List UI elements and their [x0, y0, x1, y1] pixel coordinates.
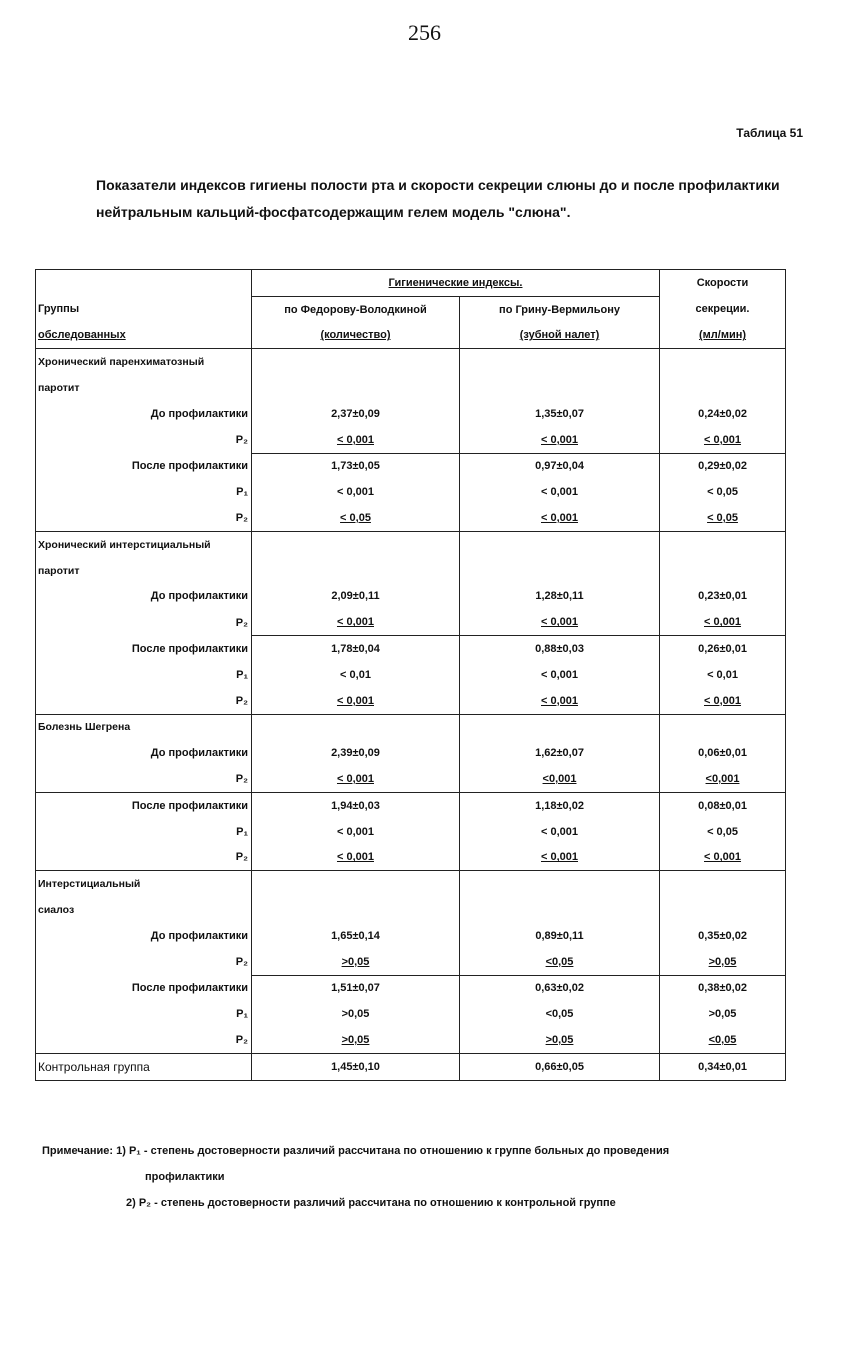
value-cell: < 0,05	[660, 819, 786, 845]
table-row	[36, 349, 786, 375]
group-label: Болезнь Шегрена	[36, 714, 252, 740]
value-cell: >0,05	[660, 1001, 786, 1027]
table-row	[36, 740, 786, 766]
row-label: P₂	[36, 766, 252, 792]
row-label: P₂	[36, 609, 252, 635]
value-cell: 1,18±0,02	[460, 792, 660, 818]
table-label: Таблица 51	[736, 126, 803, 140]
value-cell	[660, 609, 786, 635]
value-text: < 0,001	[704, 694, 742, 707]
value-cell: 0,35±0,02	[660, 923, 786, 949]
row-label: После профилактики	[36, 975, 252, 1001]
header-groups-1: Группы	[36, 296, 252, 322]
value-cell	[252, 766, 460, 792]
value-cell	[460, 766, 660, 792]
value-cell: 0,34±0,01	[660, 1053, 786, 1080]
value-text: < 0,001	[541, 433, 579, 446]
value-cell: 1,62±0,07	[460, 740, 660, 766]
value-cell: 1,45±0,10	[252, 1053, 460, 1080]
table-row	[36, 949, 786, 975]
table-row	[36, 897, 786, 923]
value-cell	[660, 349, 786, 375]
value-cell	[460, 1027, 660, 1053]
value-cell: < 0,001	[460, 479, 660, 505]
value-cell	[660, 897, 786, 923]
row-label: P₂	[36, 949, 252, 975]
value-text: < 0,001	[704, 616, 742, 629]
header-speed-2: секреции.	[660, 296, 786, 322]
footnote-line-1: Примечание: 1) P₁ - степень достоверности различий рассчитана по отношению к группе больных до проведения	[42, 1145, 670, 1157]
value-cell: 1,28±0,11	[460, 584, 660, 610]
group-label: Хронический интерстициальный	[36, 531, 252, 557]
table-body	[36, 349, 786, 1080]
value-text: < 0,001	[541, 512, 579, 525]
header-fed-2: (количество)	[252, 323, 460, 349]
value-cell	[252, 375, 460, 401]
value-cell	[660, 1027, 786, 1053]
value-cell: 2,37±0,09	[252, 401, 460, 427]
value-text: < 0,001	[336, 616, 374, 629]
table-row	[36, 1053, 786, 1080]
value-cell: 1,78±0,04	[252, 636, 460, 662]
header-cell	[36, 270, 252, 297]
value-text: < 0,001	[336, 694, 374, 707]
row-label: До профилактики	[36, 401, 252, 427]
page-number: 256	[408, 20, 441, 45]
value-cell	[252, 897, 460, 923]
table-row	[36, 427, 786, 453]
value-cell: 0,38±0,02	[660, 975, 786, 1001]
value-cell	[460, 558, 660, 584]
group-label: сиалоз	[36, 897, 252, 923]
footnote	[42, 1138, 822, 1216]
value-cell: 0,06±0,01	[660, 740, 786, 766]
value-cell: 0,26±0,01	[660, 636, 786, 662]
value-cell	[252, 845, 460, 871]
table-row	[36, 558, 786, 584]
table-row	[36, 662, 786, 688]
value-text: >0,05	[545, 1034, 574, 1046]
value-cell: 0,23±0,01	[660, 584, 786, 610]
group-label: паротит	[36, 375, 252, 401]
value-cell: < 0,01	[252, 662, 460, 688]
table-row	[36, 766, 786, 792]
value-cell: < 0,001	[460, 662, 660, 688]
row-label: После профилактики	[36, 453, 252, 479]
table-title: Показатели индексов гигиены полости рта и скорости секреции слюны до и после профилактики нейтральным кальций-фосфатсодержащим гелем модель "слюна".	[96, 177, 780, 220]
value-cell: 0,97±0,04	[460, 453, 660, 479]
table-row	[36, 505, 786, 531]
value-text: < 0,001	[336, 433, 374, 446]
value-cell	[660, 531, 786, 557]
value-cell	[660, 427, 786, 453]
value-cell: 0,66±0,05	[460, 1053, 660, 1080]
table-row	[36, 1001, 786, 1027]
value-cell	[660, 871, 786, 897]
value-cell: < 0,001	[460, 819, 660, 845]
value-cell: 1,65±0,14	[252, 923, 460, 949]
value-cell: >0,05	[252, 1001, 460, 1027]
value-text: < 0,001	[541, 616, 579, 629]
row-label: P₁	[36, 819, 252, 845]
value-cell	[252, 609, 460, 635]
row-label: P₂	[36, 845, 252, 871]
value-text: <0,001	[705, 773, 740, 786]
value-cell	[460, 427, 660, 453]
value-cell	[660, 714, 786, 740]
footnote-line-2: профилактики	[145, 1171, 225, 1183]
value-cell: 0,63±0,02	[460, 975, 660, 1001]
value-text: < 0,001	[336, 773, 374, 786]
header-hygiene: Гигиенические индексы.	[252, 270, 660, 297]
value-cell	[252, 949, 460, 975]
value-text: < 0,001	[336, 851, 374, 864]
value-cell	[460, 949, 660, 975]
value-cell: 0,89±0,11	[460, 923, 660, 949]
header-speed-3: (мл/мин)	[660, 323, 786, 349]
row-label: P₁	[36, 662, 252, 688]
table-row	[36, 688, 786, 714]
value-cell: 0,24±0,02	[660, 401, 786, 427]
group-label: Интерстициальный	[36, 871, 252, 897]
row-label: P₁	[36, 1001, 252, 1027]
value-cell	[252, 1027, 460, 1053]
value-cell: 0,08±0,01	[660, 792, 786, 818]
row-label: P₂	[36, 505, 252, 531]
row-label: P₂	[36, 427, 252, 453]
value-cell	[252, 688, 460, 714]
row-label: До профилактики	[36, 740, 252, 766]
value-cell	[252, 505, 460, 531]
table-row	[36, 714, 786, 740]
value-text: < 0,001	[704, 433, 742, 446]
value-cell	[252, 871, 460, 897]
value-cell: 2,39±0,09	[252, 740, 460, 766]
header-groups-2: обследованных	[36, 323, 252, 349]
value-cell: 1,35±0,07	[460, 401, 660, 427]
value-text: < 0,05	[707, 512, 738, 525]
control-label: Контрольная группа	[36, 1053, 252, 1080]
value-text: <0,05	[545, 955, 574, 968]
value-text: < 0,001	[541, 851, 579, 864]
value-cell: < 0,001	[252, 819, 460, 845]
value-cell: < 0,001	[252, 479, 460, 505]
value-cell: 0,88±0,03	[460, 636, 660, 662]
value-cell	[460, 845, 660, 871]
value-cell	[460, 688, 660, 714]
value-text: < 0,001	[541, 694, 579, 707]
value-cell: 1,94±0,03	[252, 792, 460, 818]
value-cell: < 0,01	[660, 662, 786, 688]
value-text: < 0,001	[704, 851, 742, 864]
table-row	[36, 636, 786, 662]
header-green-1: по Грину-Вермильону	[460, 296, 660, 322]
value-cell: 2,09±0,11	[252, 584, 460, 610]
value-cell	[252, 531, 460, 557]
value-cell	[460, 531, 660, 557]
table-row	[36, 923, 786, 949]
header-fed-1: по Федорову-Володкиной	[252, 296, 460, 322]
value-cell	[660, 688, 786, 714]
row-label: До профилактики	[36, 584, 252, 610]
table-row	[36, 975, 786, 1001]
value-text: < 0,05	[340, 512, 371, 525]
value-cell	[660, 845, 786, 871]
row-label: После профилактики	[36, 636, 252, 662]
table-row	[36, 792, 786, 818]
row-label: P₂	[36, 688, 252, 714]
value-cell	[252, 714, 460, 740]
header-green-2: (зубной налет)	[460, 323, 660, 349]
value-cell	[460, 714, 660, 740]
table-row	[36, 453, 786, 479]
table-row	[36, 845, 786, 871]
header-speed-1: Скорости	[660, 270, 786, 297]
value-cell	[460, 505, 660, 531]
value-cell	[460, 897, 660, 923]
value-cell: 0,29±0,02	[660, 453, 786, 479]
value-cell: 1,73±0,05	[252, 453, 460, 479]
table-row	[36, 584, 786, 610]
data-table	[35, 269, 786, 1081]
value-cell	[252, 558, 460, 584]
value-cell	[460, 349, 660, 375]
table-row	[36, 1027, 786, 1053]
value-text: >0,05	[341, 955, 370, 968]
value-text: >0,05	[708, 955, 737, 968]
table-row	[36, 401, 786, 427]
value-cell: 1,51±0,07	[252, 975, 460, 1001]
value-cell: < 0,05	[660, 479, 786, 505]
value-cell	[660, 375, 786, 401]
value-cell	[252, 349, 460, 375]
row-label: P₂	[36, 1027, 252, 1053]
table-row	[36, 375, 786, 401]
row-label: P₁	[36, 479, 252, 505]
footnote-line-3: 2) P₂ - степень достоверности различий рассчитана по отношению к контрольной группе	[126, 1197, 616, 1209]
value-cell	[660, 949, 786, 975]
table-row	[36, 819, 786, 845]
row-label: До профилактики	[36, 923, 252, 949]
value-cell	[252, 427, 460, 453]
value-cell	[460, 375, 660, 401]
table-row	[36, 871, 786, 897]
value-cell	[460, 871, 660, 897]
value-cell: <0,05	[460, 1001, 660, 1027]
value-text: >0,05	[341, 1034, 370, 1046]
value-text: <0,001	[542, 773, 577, 786]
row-label: После профилактики	[36, 792, 252, 818]
value-cell	[460, 609, 660, 635]
table-row	[36, 479, 786, 505]
value-cell	[660, 558, 786, 584]
value-cell	[660, 766, 786, 792]
value-text: <0,05	[708, 1034, 737, 1046]
group-label: паротит	[36, 558, 252, 584]
group-label: Хронический паренхиматозный	[36, 349, 252, 375]
table-row	[36, 531, 786, 557]
table-row	[36, 609, 786, 635]
value-cell	[660, 505, 786, 531]
